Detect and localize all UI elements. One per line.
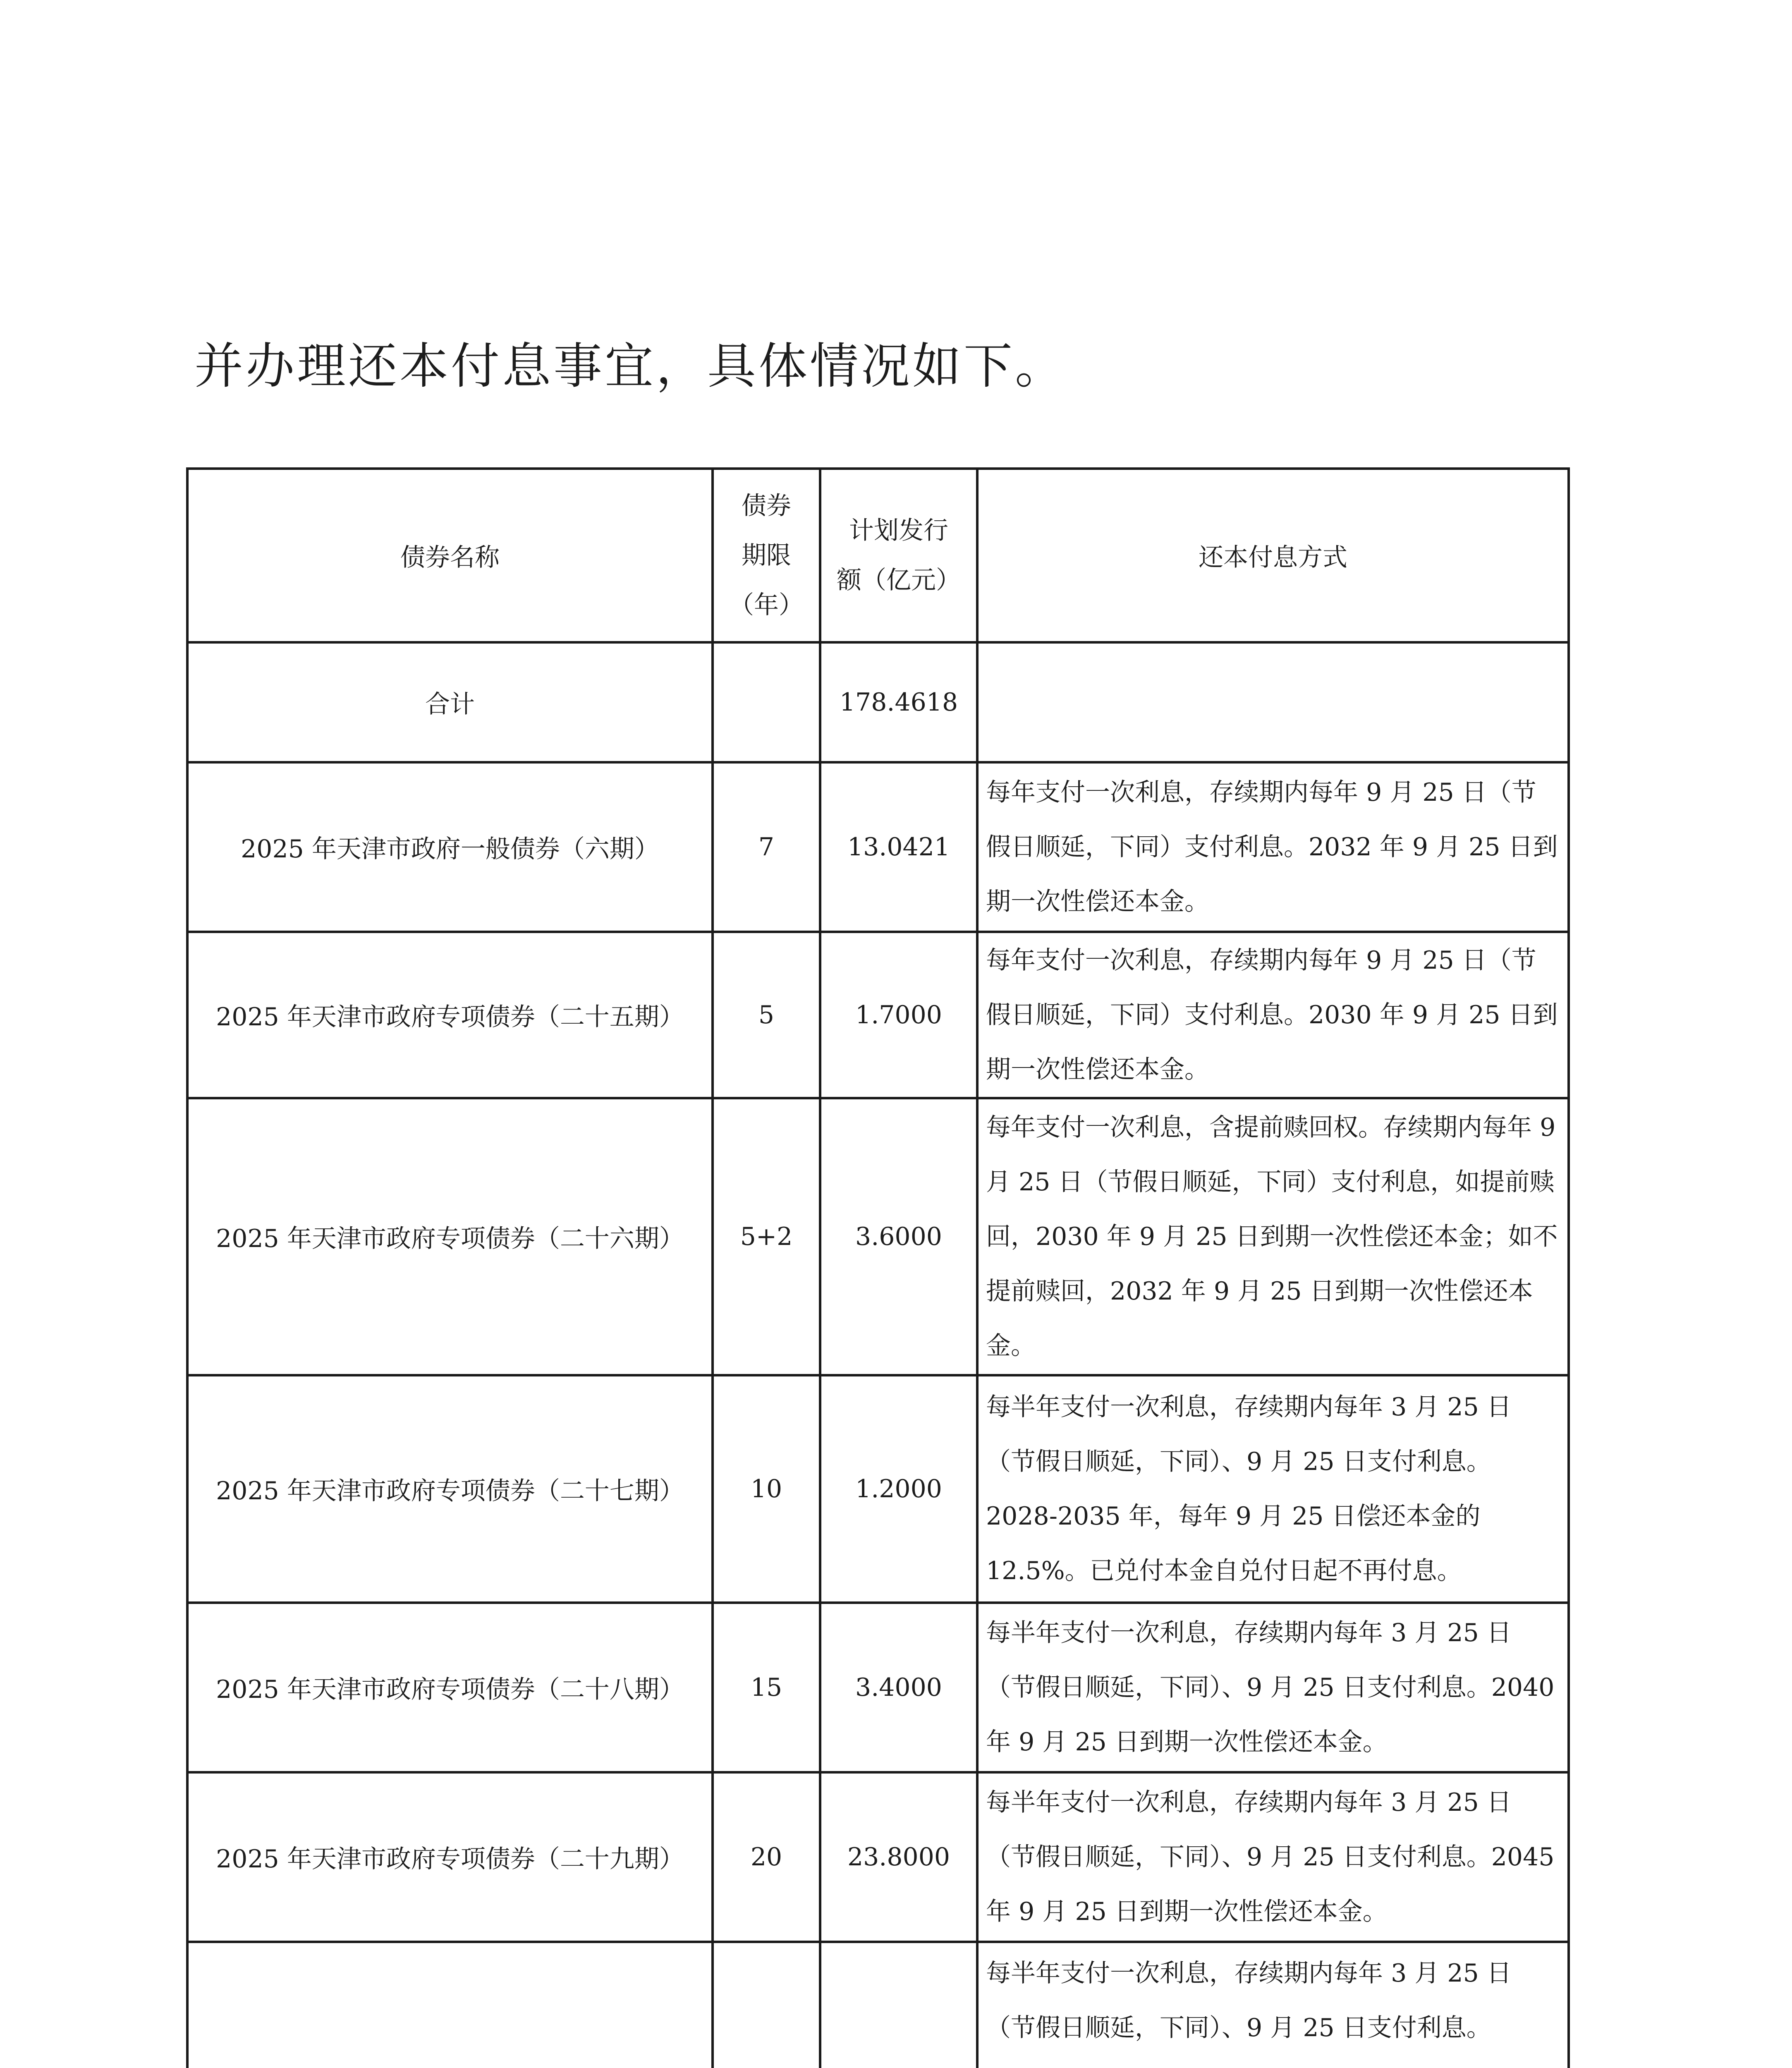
header-amount-line-1: 计划发行 [849,516,948,545]
bond-amount [820,1942,977,2068]
bond-repayment-method: 每半年支付一次利息，存续期内每年 3 月 25 日（节假日顺延，下同）、9 月 25 日支付利息。 [977,1942,1569,2068]
bond-term: 15 [713,1603,820,1772]
table-row [187,1375,1569,1603]
bond-name: 2025 年天津市政府专项债券（二十五期） [187,932,713,1098]
total-label: 合计 [187,642,713,762]
total-row [187,642,1569,762]
bond-repayment-table [186,467,1570,2068]
intro-sentence: 并办理还本付息事宜，具体情况如下。 [194,337,1067,395]
total-method-empty [977,642,1569,762]
bond-name: 2025 年天津市政府专项债券（二十八期） [187,1603,713,1772]
header-planned-amount [820,469,977,642]
table-row [187,762,1569,932]
header-amount-line-2: 额（亿元） [837,566,961,595]
bond-name: 2025 年天津市政府专项债券（二十七期） [187,1375,713,1603]
total-amount: 178.4618 [820,642,977,762]
header-term-line-1: 债券 [742,491,791,520]
table-row [187,1942,1569,2068]
bond-amount: 3.4000 [820,1603,977,1772]
bond-repayment-method: 每半年支付一次利息，存续期内每年 3 月 25 日（节假日顺延，下同）、9 月 25 日支付利息。2040 年 9 月 25 日到期一次性偿还本金。 [977,1603,1569,1772]
bond-amount: 23.8000 [820,1772,977,1942]
bond-name: 2025 年天津市政府专项债券（二十六期） [187,1098,713,1375]
table-row [187,1603,1569,1772]
bond-name [187,1942,713,2068]
bond-repayment-method: 每年支付一次利息，存续期内每年 9 月 25 日（节假日顺延，下同）支付利息。2032 年 9 月 25 日到期一次性偿还本金。 [977,762,1569,932]
table-row [187,932,1569,1098]
bond-repayment-method: 每半年支付一次利息，存续期内每年 3 月 25 日（节假日顺延，下同）、9 月 25 日支付利息。2028-2035 年，每年 9 月 25 日偿还本金的 12.5%。已兑付本金自兑付日起不再付息。 [977,1375,1569,1603]
header-bond-name: 债券名称 [187,469,713,642]
header-term-line-2: 期限 [742,541,791,570]
header-bond-term [713,469,820,642]
bond-name: 2025 年天津市政府专项债券（二十九期） [187,1772,713,1942]
bond-term [713,1942,820,2068]
bond-amount: 3.6000 [820,1098,977,1375]
table-row [187,1098,1569,1375]
bond-term: 7 [713,762,820,932]
bond-amount: 1.7000 [820,932,977,1098]
bond-amount: 13.0421 [820,762,977,932]
bond-name: 2025 年天津市政府一般债券（六期） [187,762,713,932]
header-term-line-3: （年） [729,591,804,620]
total-term-empty [713,642,820,762]
bond-term: 10 [713,1375,820,1603]
table-header-row [187,469,1569,642]
bond-repayment-method: 每半年支付一次利息，存续期内每年 3 月 25 日（节假日顺延，下同）、9 月 25 日支付利息。2045 年 9 月 25 日到期一次性偿还本金。 [977,1772,1569,1942]
header-repayment-method: 还本付息方式 [977,469,1569,642]
bond-term: 5+2 [713,1098,820,1375]
bond-repayment-method: 每年支付一次利息，存续期内每年 9 月 25 日（节假日顺延，下同）支付利息。2030 年 9 月 25 日到期一次性偿还本金。 [977,932,1569,1098]
bond-amount: 1.2000 [820,1375,977,1603]
table-row [187,1772,1569,1942]
bond-term: 20 [713,1772,820,1942]
bond-repayment-method: 每年支付一次利息，含提前赎回权。存续期内每年 9 月 25 日（节假日顺延，下同）支付利息，如提前赎回，2030 年 9 月 25 日到期一次性偿还本金；如不提前赎回，2032 年 9 月 25 日到期一次性偿还本金。 [977,1098,1569,1375]
bond-term: 5 [713,932,820,1098]
